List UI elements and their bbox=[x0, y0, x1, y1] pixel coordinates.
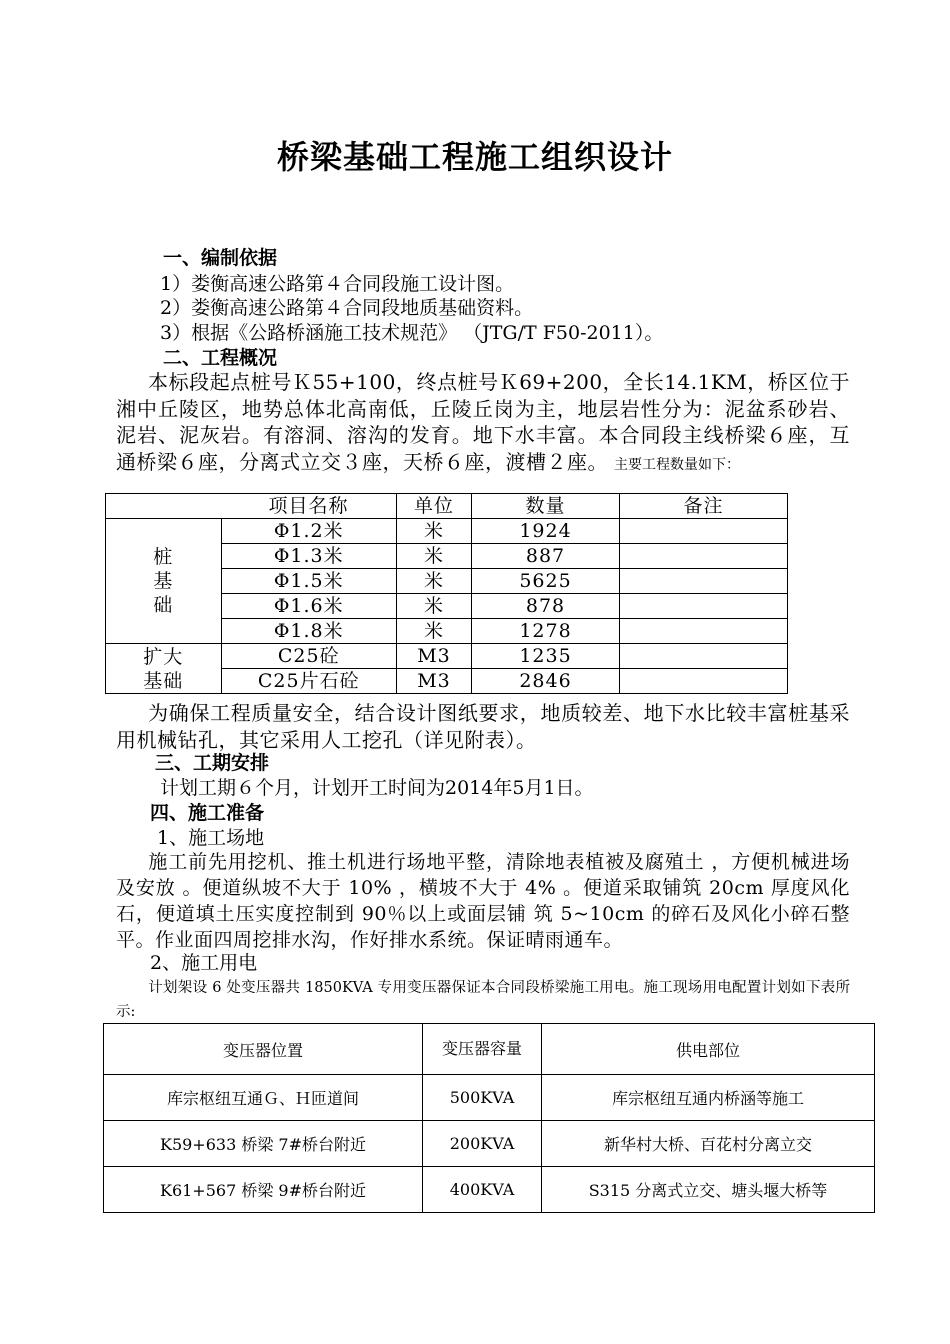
cell-name: Φ1.6米 bbox=[221, 594, 397, 619]
cell-unit: 米 bbox=[397, 619, 472, 644]
group-label-pile: 桩 基 础 bbox=[106, 519, 222, 644]
quantity-table bbox=[105, 493, 788, 694]
section1-item-1: 1）娄衡高速公路第４合同段施工设计图。 bbox=[160, 273, 515, 295]
cell-name: Φ1.2米 bbox=[221, 519, 397, 544]
cell-remark bbox=[620, 519, 788, 544]
cell-remark bbox=[620, 669, 788, 694]
cell-capacity: 400KVA bbox=[423, 1167, 542, 1213]
cell-qty: 878 bbox=[472, 594, 620, 619]
document-title: 桥梁基础工程施工组织设计 bbox=[276, 138, 673, 176]
cell-name: Φ1.8米 bbox=[221, 619, 397, 644]
table-header-cell: 变压器位置 bbox=[104, 1024, 423, 1075]
cell-qty: 1235 bbox=[472, 644, 620, 669]
cell-qty: 1924 bbox=[472, 519, 620, 544]
cell-remark bbox=[620, 594, 788, 619]
cell-location: K59+633 桥梁 7#桥台附近 bbox=[104, 1121, 423, 1167]
section3-text: 计划工期６个月，计划开工时间为2014年5月1日。 bbox=[160, 777, 594, 799]
table-row bbox=[104, 1075, 875, 1121]
table-row bbox=[106, 519, 788, 544]
table-intro-note: 主要工程数量如下： bbox=[614, 456, 740, 473]
cell-qty: 887 bbox=[472, 544, 620, 569]
section4-sub1-text: 施工前先用挖机、推土机进行场地平整，清除地表植被及腐殖土 ，方便机械进场及安放 。便道纵坡不大于 10% ，横坡不大于 4% 。便道采取铺筑 20cm 厚度风化石，便道填土压实度控制到 90％以上或面层铺 筑 5~10cm 的碎石及风化小碎石整平。作业面四周挖排水沟，作好排水系统。保证晴雨通车。 bbox=[116, 851, 850, 951]
transformer-table bbox=[103, 1023, 875, 1213]
cell-unit: M3 bbox=[397, 669, 472, 694]
cell-name: C25砼 bbox=[221, 644, 397, 669]
section2-paragraph2 bbox=[116, 700, 850, 753]
cell-unit: 米 bbox=[397, 569, 472, 594]
cell-name: Φ1.3米 bbox=[221, 544, 397, 569]
section1-item-3: 3）根据《公路桥涵施工技术规范》 （JTG/T F50-2011）。 bbox=[160, 322, 664, 344]
table-header-row bbox=[106, 494, 788, 519]
header-name-left bbox=[106, 494, 222, 519]
section4-sub1-paragraph bbox=[116, 849, 850, 953]
cell-unit: M3 bbox=[397, 644, 472, 669]
cell-supply: 库宗枢纽互通内桥涵等施工 bbox=[542, 1075, 875, 1121]
table-header-cell: 项目名称 bbox=[221, 494, 397, 519]
cell-supply: S315 分离式立交、塘头堰大桥等 bbox=[542, 1167, 875, 1213]
group-label-foundation: 扩大 基础 bbox=[106, 644, 222, 694]
cell-qty: 1278 bbox=[472, 619, 620, 644]
cell-capacity: 200KVA bbox=[423, 1121, 542, 1167]
table-row bbox=[104, 1121, 875, 1167]
cell-supply: 新华村大桥、百花村分离立交 bbox=[542, 1121, 875, 1167]
cell-capacity: 500KVA bbox=[423, 1075, 542, 1121]
section2-paragraph2-text: 为确保工程质量安全，结合设计图纸要求，地质较差、地下水比较丰富桩基采用机械钻孔，其它采用人工挖孔（详见附表）。 bbox=[116, 701, 850, 752]
cell-name: Φ1.5米 bbox=[221, 569, 397, 594]
cell-unit: 米 bbox=[397, 544, 472, 569]
section4-sub2-text: 计划架设 6 处变压器共 1850KVA 专用变压器保证本合同段桥梁施工用电。施工现场用电配置计划如下表所示: bbox=[116, 980, 850, 1020]
cell-unit: 米 bbox=[397, 519, 472, 544]
cell-remark bbox=[620, 544, 788, 569]
cell-remark bbox=[620, 644, 788, 669]
cell-remark bbox=[620, 569, 788, 594]
cell-location: K61+567 桥梁 9#桥台附近 bbox=[104, 1167, 423, 1213]
cell-unit: 米 bbox=[397, 594, 472, 619]
cell-remark bbox=[620, 619, 788, 644]
cell-qty: 5625 bbox=[472, 569, 620, 594]
table-header-cell: 变压器容量 bbox=[423, 1024, 542, 1075]
cell-name: C25片石砼 bbox=[221, 669, 397, 694]
section3-heading: 三、工期安排 bbox=[155, 752, 270, 774]
section4-sub2-paragraph bbox=[116, 976, 850, 1024]
table-header-cell: 供电部位 bbox=[542, 1024, 875, 1075]
section2-heading: 二、工程概况 bbox=[163, 347, 278, 369]
section2-paragraph-text: 本标段起点桩号Ｋ55+100，终点桩号Ｋ69+200，全长14.1KM，桥区位于湘中丘陵区，地势总体北高南低，丘陵丘岗为主，地层岩性分为：泥盆系砂岩、泥岩、泥灰岩。有溶洞、溶沟的发育。地下水丰富。本合同段主线桥梁６座，互通桥梁６座，分离式立交３座，天桥６座，渡槽２座。 bbox=[116, 370, 850, 474]
table-header-cell: 数量 bbox=[472, 494, 620, 519]
table-header-row bbox=[104, 1024, 875, 1075]
section2-paragraph bbox=[116, 369, 850, 478]
section4-sub1: 1、施工场地 bbox=[157, 827, 265, 849]
section1-item-2: 2）娄衡高速公路第４合同段地质基础资料。 bbox=[160, 297, 534, 319]
section1-heading: 一、编制依据 bbox=[163, 247, 278, 269]
section4-sub2: 2、施工用电 bbox=[150, 952, 258, 974]
cell-location: 库宗枢纽互通Ｇ、Ｈ匝道间 bbox=[104, 1075, 423, 1121]
table-header-cell: 单位 bbox=[397, 494, 472, 519]
table-row bbox=[104, 1167, 875, 1213]
section4-heading: 四、施工准备 bbox=[150, 802, 265, 824]
table-row bbox=[106, 644, 788, 669]
cell-qty: 2846 bbox=[472, 669, 620, 694]
table-header-cell: 备注 bbox=[620, 494, 788, 519]
